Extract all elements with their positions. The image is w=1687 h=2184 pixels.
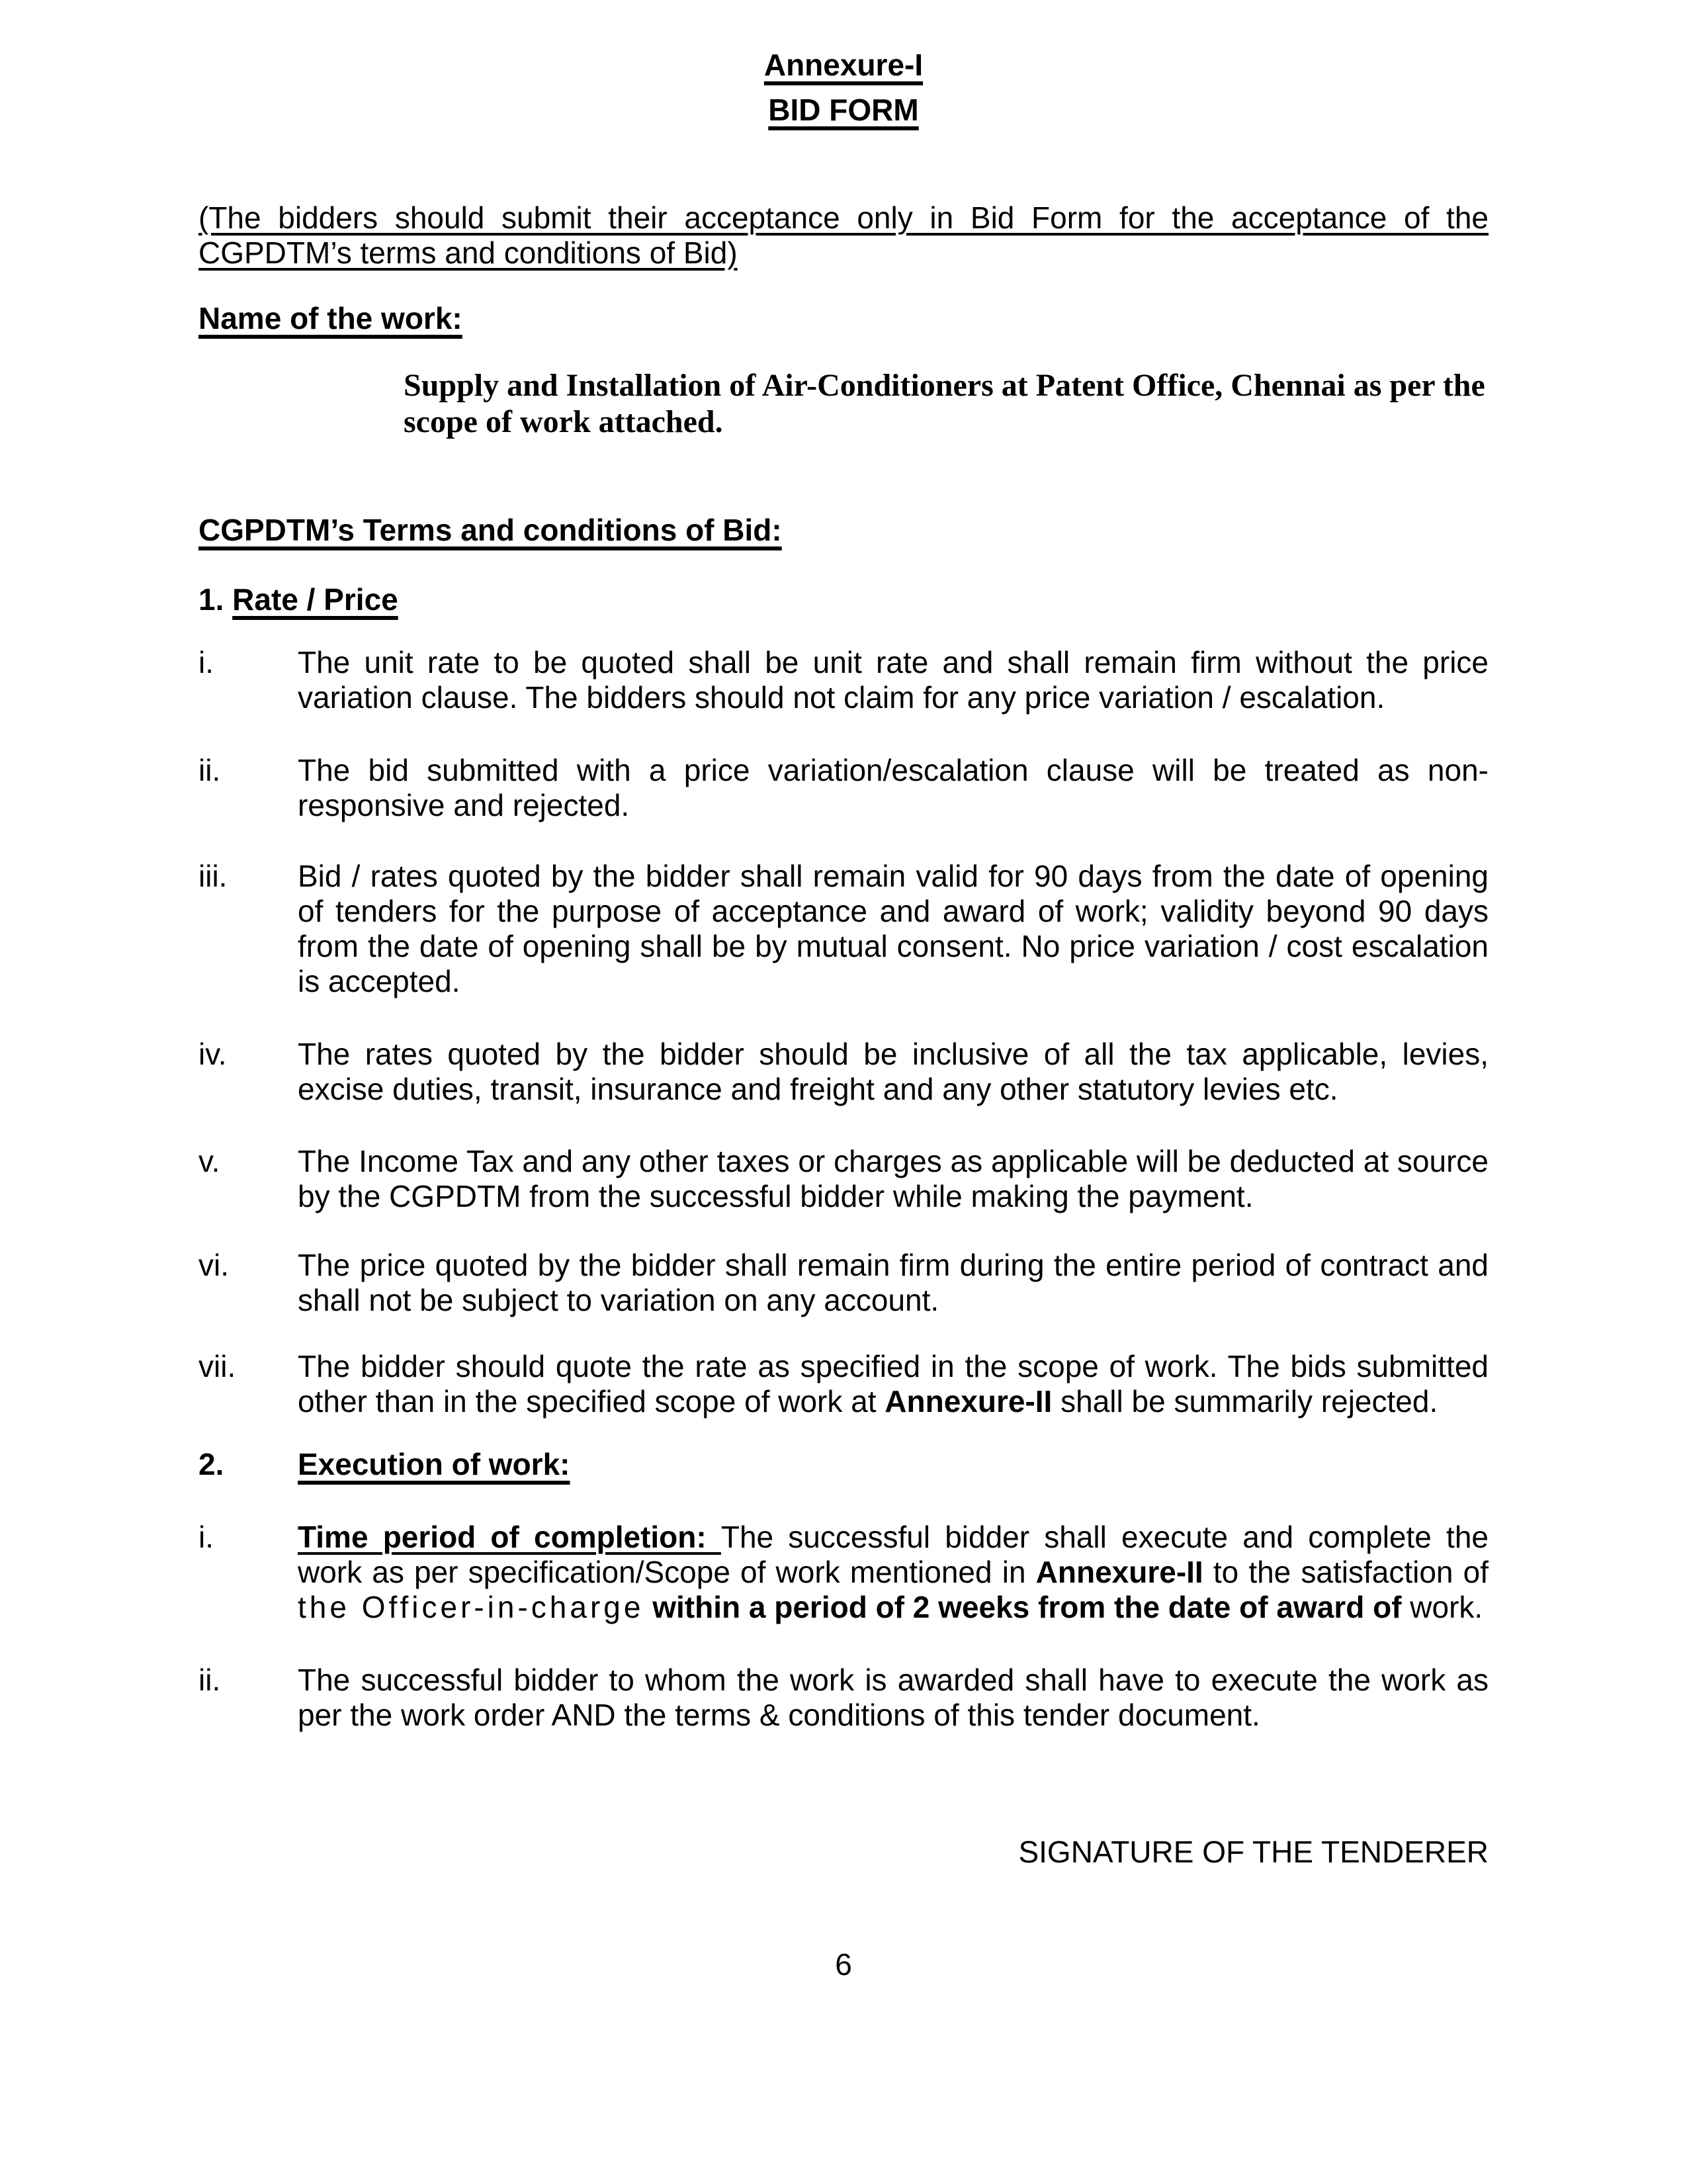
completion-period-run: within a period of 2 weeks from the date of award of <box>644 1590 1402 1624</box>
item-text: Bid / rates quoted by the bidder shall remain valid for 90 days from the date of opening of tenders for the purpose of acceptance and award of work; validity beyond 90 days from the date of opening shall be by mutual consent. No price variation / cost escalation is accepted. <box>298 859 1489 998</box>
item-text-run: to the satisfaction of <box>1203 1555 1489 1589</box>
section-2-heading <box>198 1447 1489 1482</box>
item-number: ii. <box>198 753 221 787</box>
term-item-1-vi <box>198 1248 1489 1318</box>
bid-form-heading <box>198 93 1489 128</box>
item-number: vii. <box>198 1349 236 1383</box>
section-1-heading <box>198 582 1489 617</box>
term-item-1-i <box>198 645 1489 715</box>
item-number: iii. <box>198 859 228 893</box>
item-number: i. <box>198 1520 214 1554</box>
terms-heading <box>198 513 1489 548</box>
work-name: Supply and Installation of Air-Conditioners at Patent Office, Chennai as per the scope of work attached. <box>404 368 1485 439</box>
intro-paragraph: (The bidders should submit their acceptance only in Bid Form for the acceptance of the CGPDTM’s terms and conditions of Bid) <box>198 200 1489 270</box>
item-number: ii. <box>198 1663 221 1697</box>
item-text: The price quoted by the bidder shall remain firm during the entire period of contract and shall not be subject to variation on any account. <box>298 1248 1489 1317</box>
term-item-2-i <box>198 1520 1489 1625</box>
page-number: 6 <box>835 1947 852 1982</box>
term-item-1-vii <box>198 1349 1489 1419</box>
name-of-work-heading-text: Name of the work: <box>198 301 462 335</box>
item-text: The unit rate to be quoted shall be unit rate and shall remain firm without the price variation clause. The bidders should not claim for any price variation / escalation. <box>298 645 1489 715</box>
item-text: The rates quoted by the bidder should be inclusive of all the tax applicable, levies, excise duties, transit, insurance and freight and any other statutory levies etc. <box>298 1037 1489 1106</box>
section-1-title: Rate / Price <box>232 582 398 617</box>
item-text-run: work. <box>1401 1590 1483 1624</box>
item-number: vi. <box>198 1248 229 1282</box>
annexure-heading-text: Annexure-I <box>763 48 924 82</box>
term-item-2-ii <box>198 1663 1489 1733</box>
section-2-number: 2. <box>198 1447 224 1481</box>
item-text <box>298 1520 1489 1625</box>
section-1-number: 1. <box>198 582 224 617</box>
term-item-1-iv <box>198 1037 1489 1107</box>
item-text-pre: The bidder should quote the rate as specified in the scope of work. The bids submitted other than in the specified scope of work at <box>298 1349 1489 1419</box>
term-item-1-v <box>198 1144 1489 1214</box>
item-number: i. <box>198 645 214 679</box>
item-text: The Income Tax and any other taxes or charges as applicable will be deducted at source by the CGPDTM from the successful bidder while making the payment. <box>298 1144 1489 1213</box>
item-text: The bid submitted with a price variation/escalation clause will be treated as non-responsive and rejected. <box>298 753 1489 822</box>
annexure-ii-reference: Annexure-II <box>1035 1555 1203 1589</box>
time-period-label: Time period of completion: <box>298 1520 721 1554</box>
annexure-ii-reference: Annexure-II <box>885 1384 1053 1419</box>
item-text-run: The successful bidder shall execute and complete the work as per specification/Scope of work mentioned in <box>298 1520 1489 1589</box>
name-of-work-heading <box>198 301 1489 336</box>
item-text: The successful bidder to whom the work is awarded shall have to execute the work as per the work order AND the terms & conditions of this tender document. <box>298 1663 1489 1732</box>
annexure-heading <box>198 48 1489 83</box>
signature-line: SIGNATURE OF THE TENDERER <box>1018 1835 1489 1869</box>
item-text <box>298 1349 1489 1419</box>
terms-heading-text: CGPDTM’s Terms and conditions of Bid: <box>198 513 782 547</box>
bid-form-heading-text: BID FORM <box>768 93 919 127</box>
item-text-post: shall be summarily rejected. <box>1052 1384 1438 1419</box>
term-item-1-ii <box>198 753 1489 823</box>
item-number: v. <box>198 1144 220 1178</box>
section-2-title: Execution of work: <box>298 1447 570 1481</box>
term-item-1-iii <box>198 859 1489 999</box>
officer-in-charge-run: the Officer-in-charge <box>298 1590 644 1624</box>
item-number: iv. <box>198 1037 227 1071</box>
